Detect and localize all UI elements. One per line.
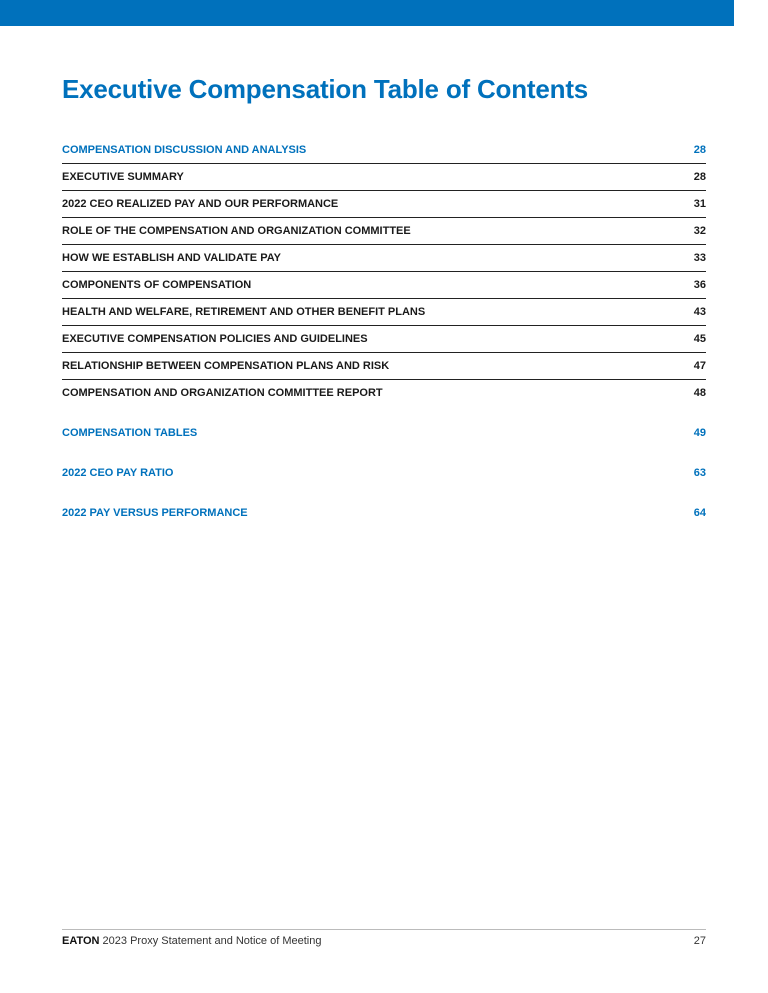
toc-label: 2022 CEO REALIZED PAY AND OUR PERFORMANCE (62, 198, 339, 210)
toc-subsection[interactable] (62, 352, 706, 379)
toc-label: COMPONENTS OF COMPENSATION (62, 279, 252, 291)
footer (62, 935, 706, 947)
toc-subsection[interactable] (62, 244, 706, 271)
toc-section-pay-versus-performance[interactable] (62, 499, 706, 526)
toc-label: COMPENSATION TABLES (62, 426, 198, 439)
toc-subsection[interactable] (62, 298, 706, 325)
toc-label: HOW WE ESTABLISH AND VALIDATE PAY (62, 252, 281, 264)
toc-page: 63 (693, 466, 706, 479)
toc-page: 36 (693, 279, 706, 291)
page-title: Executive Compensation Table of Contents (62, 74, 589, 104)
toc-subsection[interactable] (62, 217, 706, 244)
toc-page: 49 (693, 426, 706, 439)
toc-label: RELATIONSHIP BETWEEN COMPENSATION PLANS AND RISK (62, 360, 390, 372)
toc-subsection[interactable] (62, 190, 706, 217)
toc-section-compensation-tables[interactable] (62, 419, 706, 446)
table-of-contents (62, 136, 706, 526)
toc-subsection[interactable] (62, 325, 706, 352)
footer-text: 2023 Proxy Statement and Notice of Meeting (99, 935, 322, 947)
toc-page: 45 (693, 333, 706, 345)
toc-page: 31 (693, 198, 706, 210)
header-bar (0, 0, 734, 26)
toc-subsection[interactable] (62, 163, 706, 190)
toc-section-ceo-pay-ratio[interactable] (62, 459, 706, 486)
toc-label: EXECUTIVE COMPENSATION POLICIES AND GUIDELINES (62, 333, 368, 345)
toc-section-cda[interactable] (62, 136, 706, 163)
toc-label: EXECUTIVE SUMMARY (62, 171, 184, 183)
toc-page: 64 (693, 506, 706, 519)
footer-brand: EATON (62, 935, 100, 947)
footer-caption (62, 935, 321, 947)
toc-subsection[interactable] (62, 271, 706, 298)
footer-divider (62, 929, 706, 930)
toc-page: 47 (693, 360, 706, 372)
toc-label: 2022 PAY VERSUS PERFORMANCE (62, 506, 248, 519)
toc-page: 32 (693, 225, 706, 237)
toc-page: 43 (693, 306, 706, 318)
toc-page: 33 (693, 252, 706, 264)
toc-label: 2022 CEO PAY RATIO (62, 466, 174, 479)
toc-subsection[interactable] (62, 379, 706, 406)
toc-page: 28 (693, 171, 706, 183)
toc-label: ROLE OF THE COMPENSATION AND ORGANIZATION COMMITTEE (62, 225, 411, 237)
toc-page: 48 (693, 387, 706, 399)
toc-label: HEALTH AND WELFARE, RETIREMENT AND OTHER BENEFIT PLANS (62, 306, 426, 318)
toc-label: COMPENSATION DISCUSSION AND ANALYSIS (62, 143, 307, 156)
toc-page: 28 (693, 143, 706, 156)
toc-label: COMPENSATION AND ORGANIZATION COMMITTEE REPORT (62, 387, 383, 399)
footer-page-number: 27 (693, 935, 706, 947)
